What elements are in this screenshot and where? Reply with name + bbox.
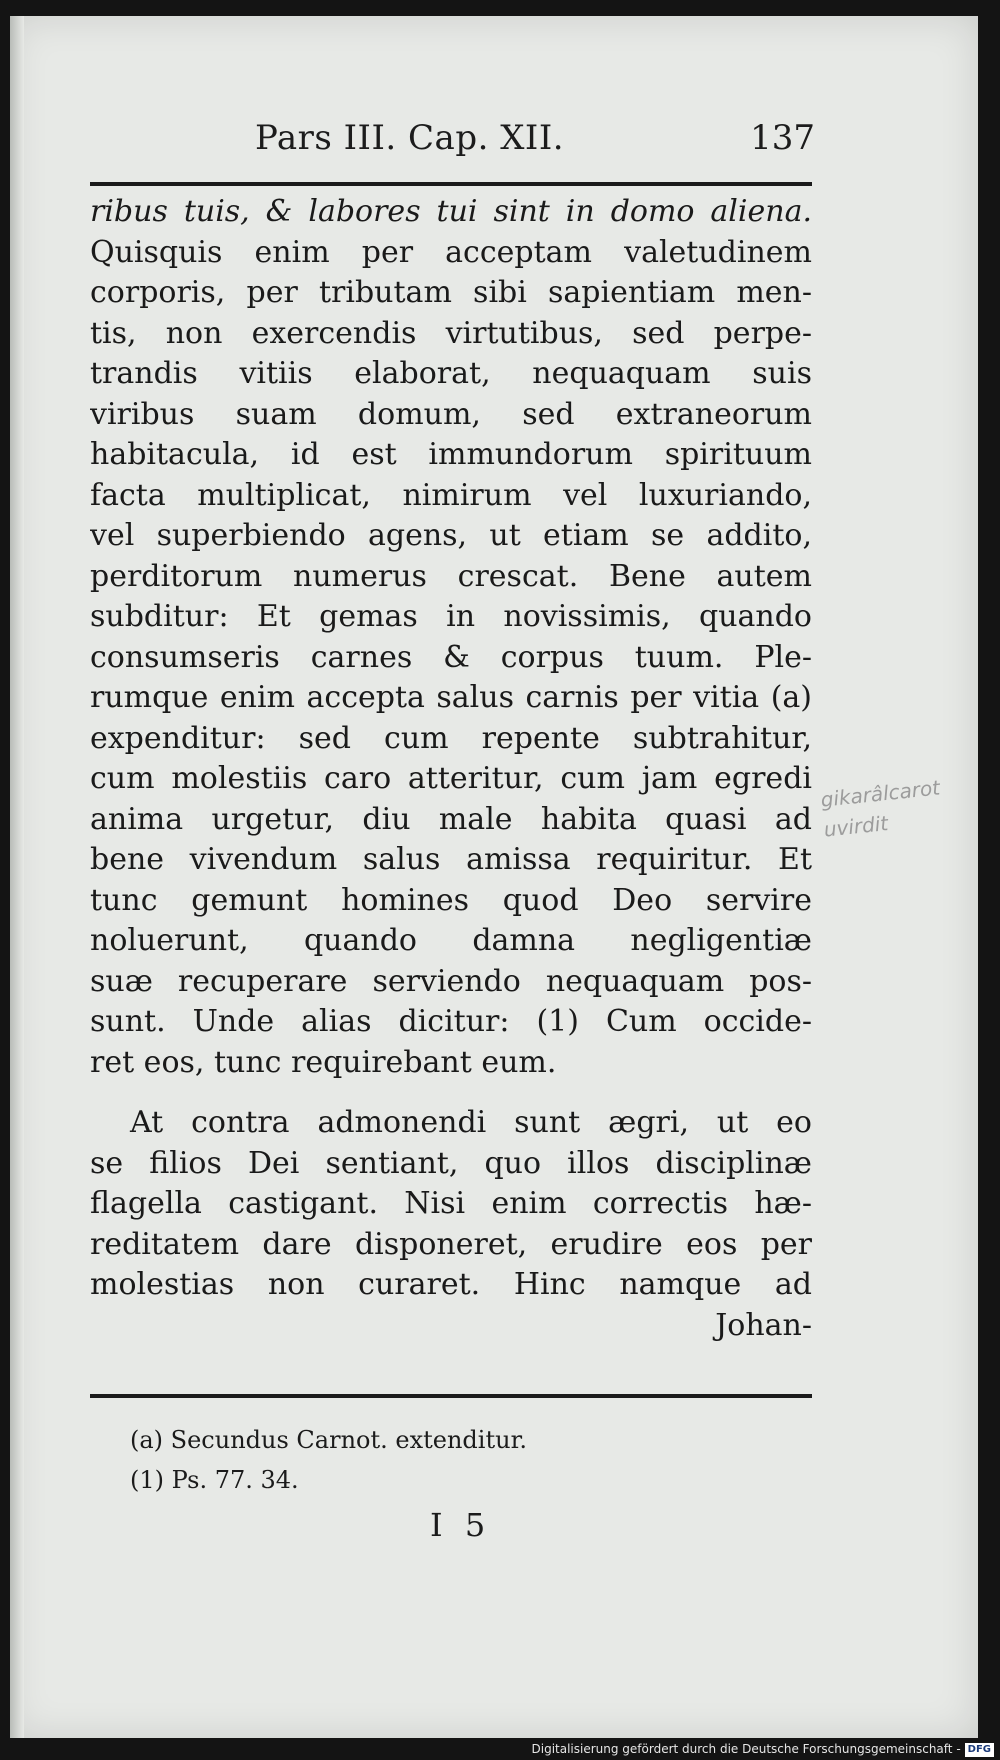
text-line: tis, non exercendis virtutibus, sed perpe- bbox=[90, 315, 812, 351]
text-line: viribus suam domum, sed extraneorum bbox=[90, 396, 812, 432]
header-rule bbox=[90, 182, 812, 186]
text-line: anima urgetur, diu male habita quasi ad bbox=[90, 801, 812, 837]
text-line: bene vivendum salus amissa requiritur. Et bbox=[90, 842, 812, 877]
paragraph-gap bbox=[90, 1083, 812, 1103]
text-line: trandis vitiis elaborat, nequaquam suis bbox=[90, 356, 812, 391]
signature-mark: I 5 bbox=[430, 1506, 492, 1544]
catchword: Johan- bbox=[715, 1307, 812, 1343]
footnote-1: (1) Ps. 77. 34. bbox=[130, 1466, 299, 1494]
funding-footer-text: Digitalisierung gefördert durch die Deutsche Forschungsgemeinschaft - bbox=[531, 1742, 961, 1756]
text-line: ret eos, tunc requirebant eum. bbox=[90, 1044, 557, 1080]
dfg-logo: DFG bbox=[965, 1743, 994, 1757]
text-line: molestias non curaret. Hinc namque ad bbox=[90, 1267, 812, 1302]
footnotes bbox=[130, 1420, 770, 1500]
handwritten-marginal-note: gikarâlcarot uvirdit bbox=[819, 775, 942, 842]
text-line: flagella castigant. Nisi enim correctis hæ- bbox=[90, 1186, 812, 1221]
text-line: se filios Dei sentiant, quo illos disciplinæ bbox=[90, 1145, 812, 1181]
text-line: sunt. Unde alias dicitur: (1) Cum occide- bbox=[90, 1004, 812, 1039]
footnote-a: (a) Secundus Carnot. extenditur. bbox=[130, 1426, 528, 1454]
text-line: reditatem dare disponeret, erudire eos per bbox=[90, 1226, 812, 1262]
text-line: noluerunt, quando damna negligentiæ bbox=[90, 923, 812, 958]
running-head bbox=[255, 118, 815, 166]
page-gutter-shadow bbox=[10, 16, 24, 1738]
text-line: vel superbiendo agens, ut etiam se addito, bbox=[90, 518, 812, 553]
text-line: tunc gemunt homines quod Deo servire bbox=[90, 882, 812, 918]
text-line: subditur: Et gemas in novissimis, quando bbox=[90, 599, 812, 634]
funding-footer bbox=[0, 1738, 1000, 1760]
text-line: habitacula, id est immundorum spirituum bbox=[90, 437, 812, 472]
text-line: corporis, per tributam sibi sapientiam men- bbox=[90, 275, 812, 310]
text-line: At contra admonendi sunt ægri, ut eo bbox=[130, 1105, 812, 1140]
text-line: perditorum numerus crescat. Bene autem bbox=[90, 558, 812, 594]
text-line: consumseris carnes & corpus tuum. Ple- bbox=[90, 639, 812, 675]
text-line: facta multiplicat, nimirum vel luxuriando, bbox=[90, 477, 812, 513]
text-line: expenditur: sed cum repente subtrahitur, bbox=[90, 720, 812, 756]
text-line: ribus tuis, & labores tui sint in domo aliena. bbox=[90, 194, 812, 229]
text-line: Quisquis enim per acceptam valetudinem bbox=[90, 234, 812, 270]
running-head-title: Pars III. Cap. XII. bbox=[255, 118, 565, 158]
footnote-rule bbox=[90, 1394, 812, 1398]
text-line: cum molestiis caro atteritur, cum jam egredi bbox=[90, 761, 812, 796]
text-line: suæ recuperare serviendo nequaquam pos- bbox=[90, 963, 812, 999]
text-line: rumque enim accepta salus carnis per vitia (a) bbox=[90, 680, 812, 715]
page-number: 137 bbox=[750, 118, 815, 158]
body-text bbox=[90, 192, 812, 1346]
